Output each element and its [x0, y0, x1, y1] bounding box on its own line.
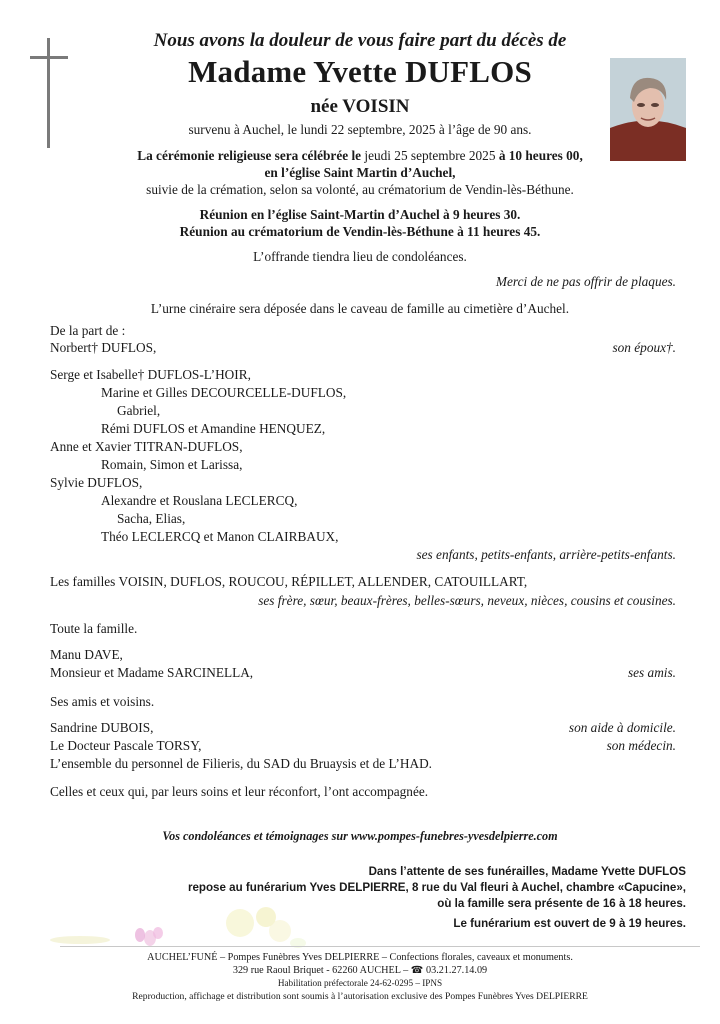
- ceremony-line-1: [0, 147, 720, 164]
- familles-role: ses frère, sœur, beaux-frères, belles-sœurs, neveux, nièces, cousins et cousines.: [258, 593, 676, 608]
- ceremony-cremation: suivie de la crémation, selon sa volonté, au crématorium de Vendin-lès-Béthune.: [146, 182, 574, 197]
- footer-habilitation: Habilitation préfectorale 24-62-0295 – IPNS: [277, 978, 443, 988]
- urne-text: L’urne cinéraire sera déposée dans le caveau de famille au cimetière d’Auchel.: [150, 301, 570, 316]
- funerarium-line: où la famille sera présente de 16 à 18 heures.: [437, 897, 686, 910]
- manu-dave: Manu DAVE,: [50, 647, 123, 662]
- family-member: Marine et Gilles DECOURCELLE-DUFLOS,: [101, 385, 347, 400]
- deceased-name: Madame Yvette DUFLOS: [188, 54, 532, 89]
- family-member: Sylvie DUFLOS,: [50, 475, 143, 490]
- offrande-text: L’offrande tiendra lieu de condoléances.: [253, 249, 467, 264]
- ceremony-church: en l’église Saint Martin d’Auchel,: [264, 165, 456, 180]
- footer: [60, 951, 660, 1003]
- family-member: Sacha, Elias,: [117, 511, 186, 526]
- amis-voisins: Ses amis et voisins.: [50, 694, 155, 709]
- phone-icon: ☎: [410, 965, 424, 976]
- family-member: Anne et Xavier TITRAN-DUFLOS,: [50, 439, 243, 454]
- de-la-part-label: De la part de :: [50, 323, 126, 338]
- ceremony-date: jeudi 25 septembre 2025: [361, 148, 499, 163]
- funerarium-line: repose au funérarium Yves DELPIERRE, 8 rue du Val fleuri à Auchel, chambre «Capucine»,: [187, 881, 686, 894]
- footer-reproduction: Reproduction, affichage et distribution sont soumis à l’autorisation exclusive des Pompes Funèbres Yves DELPIERRE: [132, 991, 588, 1002]
- family-member: Gabriel,: [117, 403, 161, 418]
- footer-company: AUCHEL’FUNÉ – Pompes Funèbres Yves DELPIERRE – Confections florales, caveaux et monuments.: [147, 952, 573, 963]
- personnel-text: L’ensemble du personnel de Filieris, du SAD du Bruaysis et de L’HAD.: [50, 756, 432, 771]
- norbert-role: son époux†.: [612, 340, 676, 355]
- family-member: Serge et Isabelle† DUFLOS-L’HOIR,: [50, 367, 251, 382]
- celles-text: Celles et ceux qui, par leurs soins et leur réconfort, l’ont accompagnée.: [50, 784, 429, 799]
- merci-text: Merci de ne pas offrir de plaques.: [495, 274, 676, 289]
- family-member: Alexandre et Rouslana LECLERCQ,: [101, 493, 298, 508]
- sarcinella: Monsieur et Madame SARCINELLA,: [50, 665, 254, 680]
- docteur-torsy: Le Docteur Pascale TORSY,: [50, 738, 202, 753]
- footer-divider: [60, 946, 700, 947]
- flower-decoration: [40, 905, 340, 955]
- norbert-name: Norbert† DUFLOS,: [50, 340, 157, 355]
- familles-list: Les familles VOISIN, DUFLOS, ROUCOU, RÉPILLET, ALLENDER, CATOUILLART,: [50, 574, 528, 589]
- reunion-church: Réunion en l’église Saint-Martin d’Auchel à 9 heures 30.: [199, 207, 521, 222]
- footer-address-line: [60, 964, 660, 977]
- funerarium-hours: Le funérarium est ouvert de 9 à 19 heures.: [453, 917, 686, 930]
- announcement-heading: Nous avons la douleur de vous faire part du décès de: [153, 30, 567, 51]
- funerarium-line: Dans l’attente de ses funérailles, Madame Yvette DUFLOS: [368, 865, 686, 878]
- amis-role: ses amis.: [627, 665, 676, 680]
- enfants-role: ses enfants, petits-enfants, arrière-petits-enfants.: [416, 547, 676, 562]
- reunion-crematorium: Réunion au crématorium de Vendin-lès-Béthune à 11 heures 45.: [179, 224, 541, 239]
- sandrine-role: son aide à domicile.: [568, 720, 676, 735]
- family-member: Rémi DUFLOS et Amandine HENQUEZ,: [101, 421, 326, 436]
- torsy-role: son médecin.: [606, 738, 676, 753]
- maiden-name: née VOISIN: [310, 96, 410, 117]
- ceremony-intro: La cérémonie religieuse sera célébrée le: [137, 148, 362, 163]
- ceremony-time: à 10 heures 00,: [498, 148, 583, 163]
- toute-famille: Toute la famille.: [50, 621, 138, 636]
- footer-phone: 03.21.27.14.09: [426, 965, 488, 976]
- sandrine-dubois: Sandrine DUBOIS,: [50, 720, 154, 735]
- footer-address: 329 rue Raoul Briquet - 62260 AUCHEL –: [232, 965, 411, 976]
- family-member: Théo LECLERCQ et Manon CLAIRBAUX,: [101, 529, 339, 544]
- family-member: Romain, Simon et Larissa,: [101, 457, 243, 472]
- condoleances-link[interactable]: Vos condoléances et témoignages sur www.pompes-funebres-yvesdelpierre.com: [162, 829, 558, 843]
- death-details: survenu à Auchel, le lundi 22 septembre, 2025 à l’âge de 90 ans.: [188, 122, 532, 137]
